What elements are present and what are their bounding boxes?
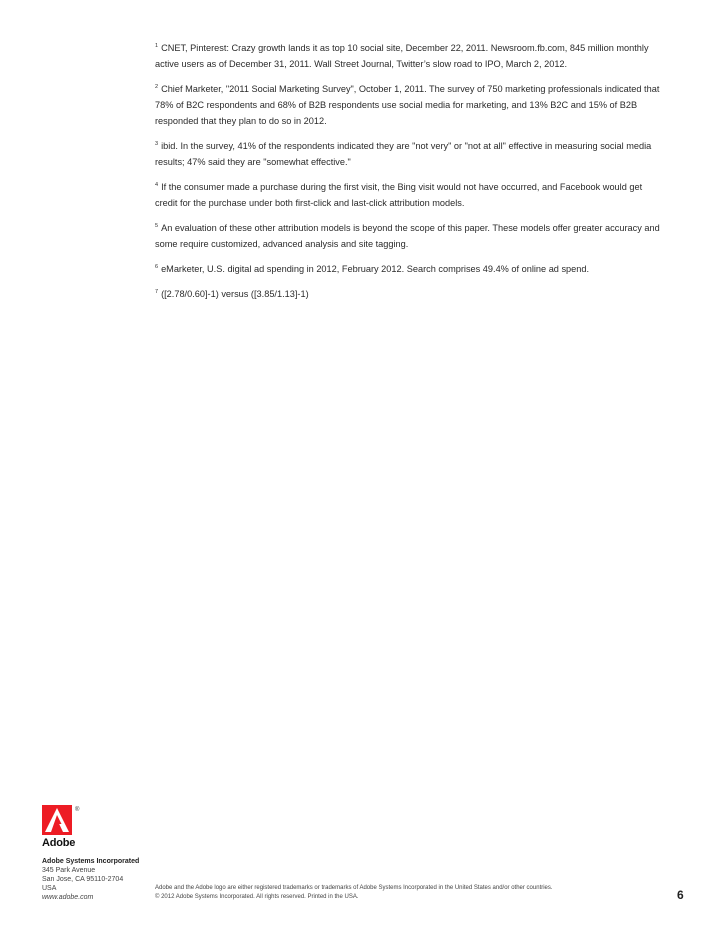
footnote-1 <box>155 40 665 72</box>
footnote-7 <box>155 286 665 302</box>
footnote-text: ibid. In the survey, 41% of the respondents indicated they are "not very" or "not at all" effective in measuring social media results; 47% said they are "somewhat effective." <box>155 141 652 167</box>
footnote-text: An evaluation of these other attribution models is beyond the scope of this paper. These models offer greater accuracy and some require customized, advanced analysis and site tagging. <box>155 223 660 249</box>
footnote-text: CNET, Pinterest: Crazy growth lands it as top 10 social site, December 22, 2011. Newsroom.fb.com, 845 million monthly active users as of December 31, 2011. Wall Street Journal, Twitter’s slow road to IPO, March 2, 2012. <box>155 43 649 69</box>
footnote-text: ([2.78/0.60]-1) versus ([3.85/1.13]-1) <box>161 289 309 299</box>
legal-notice <box>155 884 655 902</box>
footnote-number: 4 <box>155 182 159 188</box>
adobe-logo <box>42 805 102 853</box>
page-number: 6 <box>677 888 684 902</box>
footnote-number: 5 <box>155 223 159 229</box>
footnote-6 <box>155 261 665 277</box>
address-street: 345 Park Avenue <box>42 867 96 874</box>
copyright-notice: © 2012 Adobe Systems Incorporated. All rights reserved. Printed in the USA. <box>155 894 359 900</box>
footnote-text: If the consumer made a purchase during the first visit, the Bing visit would not have occurred, and Facebook would get credit for the purchase under both first-click and last-click attribution models. <box>155 182 643 208</box>
address-city: San Jose, CA 95110-2704 <box>42 876 124 883</box>
footnote-text: eMarketer, U.S. digital ad spending in 2012, February 2012. Search comprises 49.4% of online ad spend. <box>161 264 590 274</box>
registered-mark: ® <box>75 807 80 813</box>
footnote-2 <box>155 81 665 129</box>
adobe-a-icon <box>42 805 72 835</box>
footnote-5 <box>155 220 665 252</box>
company-address <box>42 857 139 902</box>
footnote-number: 7 <box>155 289 159 295</box>
logo-wordmark: Adobe <box>42 837 76 849</box>
company-name: Adobe Systems Incorporated <box>42 858 140 865</box>
address-country: USA <box>42 885 57 892</box>
footnote-4 <box>155 179 665 211</box>
footnote-text: Chief Marketer, "2011 Social Marketing Survey", October 1, 2011. The survey of 750 marketing professionals indicated that 78% of B2C respondents and 68% of B2B respondents use social media for marketing, and 13% B2C and 15% of B2B responded that they plan to do so in 2012. <box>155 84 660 126</box>
footnote-number: 2 <box>155 84 159 90</box>
footnotes-list <box>155 40 665 311</box>
website-link[interactable]: www.adobe.com <box>42 894 94 901</box>
footnote-number: 3 <box>155 141 159 147</box>
footnote-3 <box>155 138 665 170</box>
footnote-number: 6 <box>155 264 159 270</box>
footnote-number: 1 <box>155 43 159 49</box>
trademark-notice: Adobe and the Adobe logo are either registered trademarks or trademarks of Adobe Systems Incorporated in the United States and/or other countries. <box>155 885 553 891</box>
